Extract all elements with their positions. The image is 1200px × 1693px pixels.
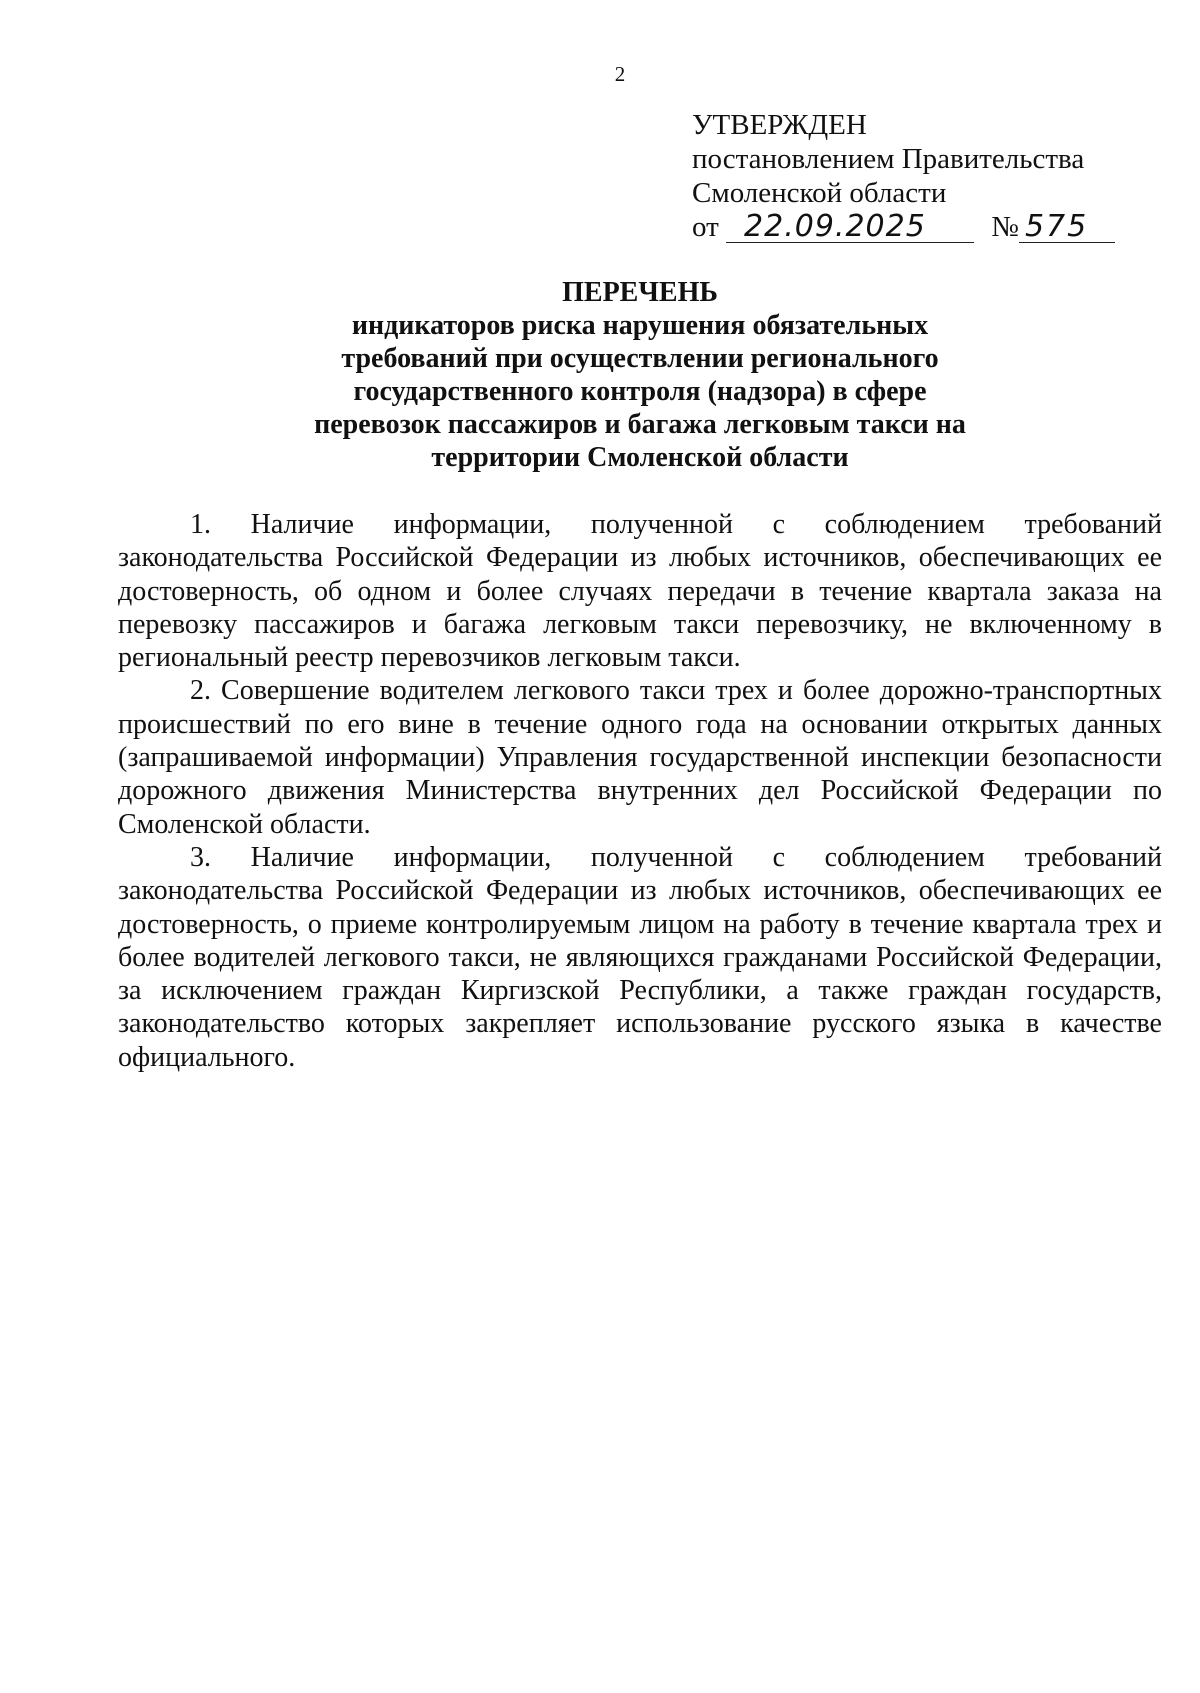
handwritten-date: 22.09.2025: [726, 212, 974, 243]
title-line: индикаторов риска нарушения обязательных: [351, 310, 929, 341]
title-line: перевозок пассажиров и багажа легковым такси на: [314, 409, 966, 440]
document-title: [260, 276, 1020, 474]
list-item-1: 1. Наличие информации, полученной с соблюдением требований законодательства Российской Федерации из любых источников, обеспечивающих ее достоверность, об одном и более случаях передачи в течение квартала заказа на перевозку пассажиров и багажа легковым такси перевозчику, не включенному в региональный реестр перевозчиков легковым такси.: [118, 509, 1162, 674]
approval-date-line: [692, 210, 1112, 244]
document-body: [118, 508, 1162, 1074]
title-line: государственного контроля (надзора) в сфере: [353, 376, 927, 407]
title-main: ПЕРЕЧЕНЬ: [562, 277, 718, 308]
title-line: территории Смоленской области: [431, 442, 849, 473]
number-sign: №: [991, 211, 1019, 243]
page-number: 2: [614, 62, 626, 86]
handwritten-number: 575: [1019, 212, 1115, 243]
approval-issuer: постановлением Правительства: [692, 143, 1085, 175]
list-item-2: 2. Совершение водителем легкового такси трех и более дорожно-транспортных происшествий по его вине в течение одного года на основании открытых данных (запрашиваемой информации) Управления государственной инспекции безопасности дорожного движения Министерства внутренних дел Российской Федерации по Смоленской области.: [118, 675, 1162, 840]
approval-region: Смоленской области: [692, 177, 947, 209]
approval-stamp-block: [692, 108, 1112, 244]
list-item-3: 3. Наличие информации, полученной с соблюдением требований законодательства Российской Федерации из любых источников, обеспечивающих ее достоверность, о приеме контролируемым лицом на работу в течение квартала трех и более водителей легкового такси, не являющихся гражданами Российской Федерации, за исключением граждан Киргизской Республики, а также граждан государств, законодательство которых закрепляет использование русского языка в качестве официального.: [118, 841, 1162, 1073]
approval-heading: УТВЕРЖДЕН: [692, 109, 867, 141]
title-line: требований при осуществлении регионального: [341, 343, 939, 374]
date-prefix: от: [692, 211, 719, 243]
